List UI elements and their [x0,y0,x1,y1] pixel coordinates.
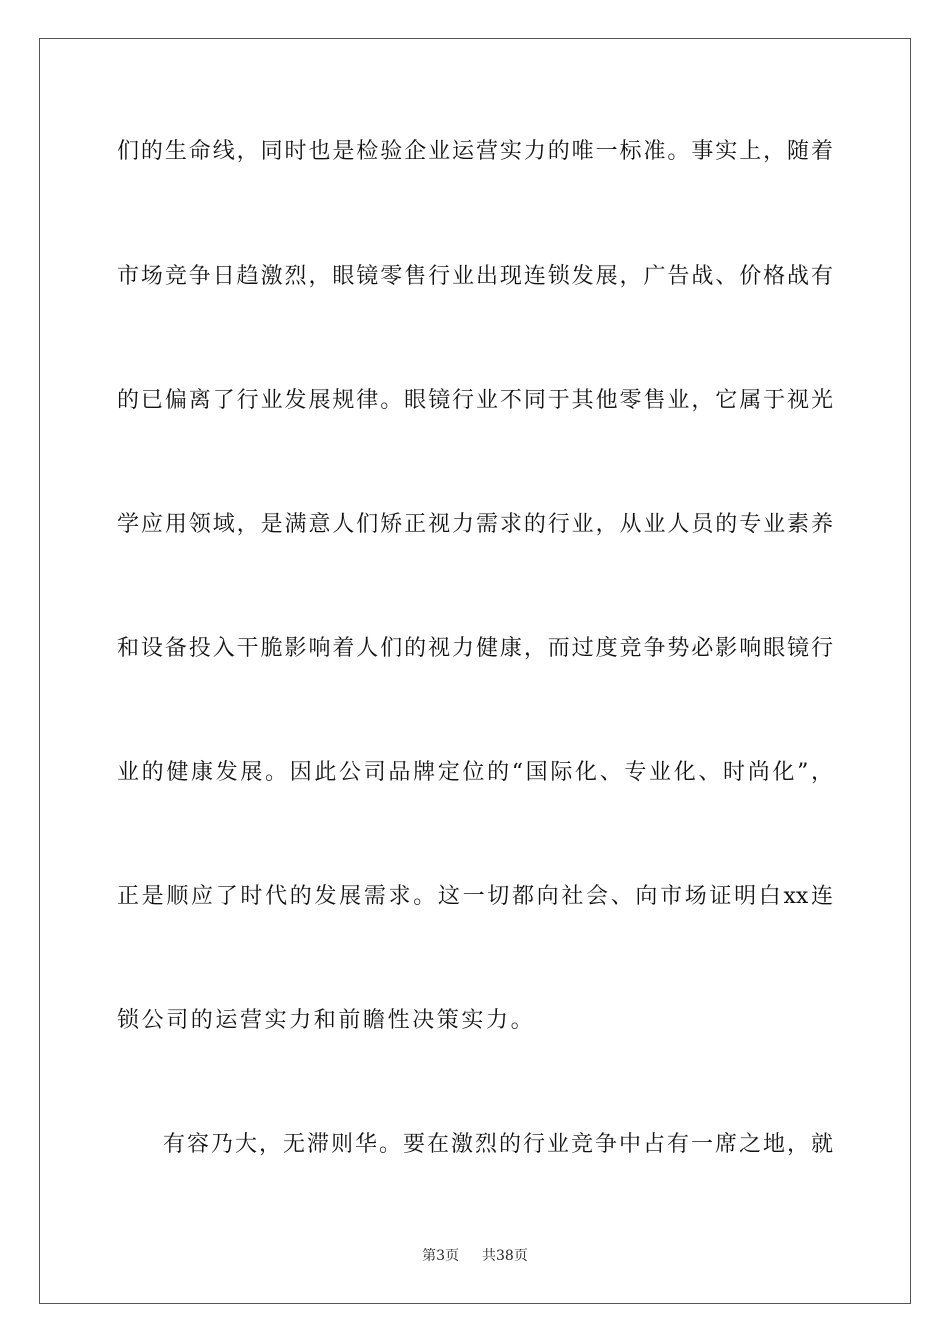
body-text-line: 学应用领域，是满意人们矫正视力需求的行业，从业人员的专业素养 [117,512,833,537]
body-text-line: 市场竞争日趋激烈，眼镜零售行业出现连锁发展，广告战、价格战有 [117,264,833,289]
page-number: 第3页 [422,1248,460,1264]
paragraph-first-line: 有容乃大，无滞则华。要在激烈的行业竞争中占有一席之地，就 [163,1132,833,1157]
page-total: 共38页 [482,1248,528,1264]
page-border [39,38,911,1304]
body-text-line: 锁公司的运营实力和前瞻性决策实力。 [117,1008,536,1033]
page-footer [0,1247,950,1265]
body-text-line: 的已偏离了行业发展规律。眼镜行业不同于其他零售业，它属于视光 [117,388,833,413]
body-text-line: 正是顺应了时代的发展需求。这一切都向社会、向市场证明白xx连 [117,884,833,909]
body-text-line: 们的生命线，同时也是检验企业运营实力的唯一标准。事实上，随着 [117,139,833,164]
body-text-line: 和设备投入干脆影响着人们的视力健康，而过度竞争势必影响眼镜行 [117,636,833,661]
body-text-line: 业的健康发展。因此公司品牌定位的“国际化、专业化、时尚化”， [117,760,833,785]
